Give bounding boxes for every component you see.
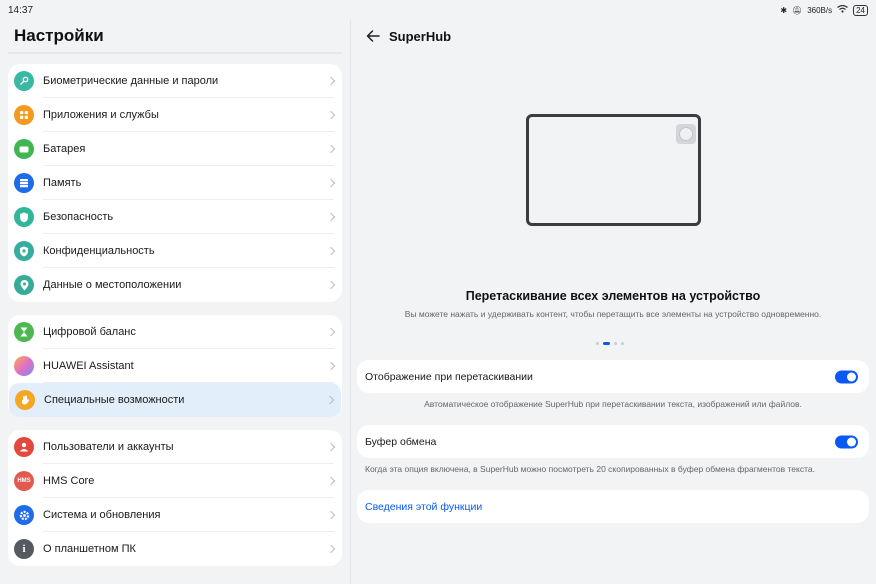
mute-icon: 🔕︎ bbox=[792, 5, 803, 15]
chevron-right-icon bbox=[327, 511, 335, 519]
chevron-right-icon bbox=[326, 396, 334, 404]
assistant-icon bbox=[14, 356, 34, 376]
nfc-icon: ✱ bbox=[780, 5, 788, 15]
sidebar-item-label: Цифровой баланс bbox=[43, 326, 136, 338]
sidebar-item-label: Память bbox=[43, 177, 82, 189]
clipboard-toggle[interactable] bbox=[835, 435, 858, 448]
sidebar-item-label: HUAWEI Assistant bbox=[43, 360, 134, 372]
sidebar-item-location[interactable] bbox=[8, 268, 342, 302]
setting-label: Буфер обмена bbox=[365, 435, 437, 448]
title-divider bbox=[8, 52, 342, 54]
gear-icon bbox=[14, 505, 34, 525]
pane-divider bbox=[350, 20, 351, 584]
sidebar-item-about-tablet[interactable] bbox=[8, 532, 342, 566]
chevron-right-icon bbox=[327, 247, 335, 255]
sidebar-item-storage[interactable] bbox=[8, 166, 342, 200]
status-time: 14:37 bbox=[8, 4, 34, 16]
carousel-dot bbox=[614, 342, 617, 345]
sidebar-item-biometrics[interactable] bbox=[8, 64, 342, 98]
sidebar-item-label: Пользователи и аккаунты bbox=[43, 441, 174, 453]
chevron-right-icon bbox=[327, 362, 335, 370]
hand-icon bbox=[15, 390, 35, 410]
sidebar-item-apps[interactable] bbox=[8, 98, 342, 132]
chevron-right-icon bbox=[327, 545, 335, 553]
sidebar-item-label: HMS Core bbox=[43, 475, 95, 487]
settings-group-2 bbox=[8, 315, 342, 417]
hms-icon: HMS bbox=[14, 471, 34, 491]
apps-icon bbox=[14, 105, 34, 125]
chevron-right-icon bbox=[327, 111, 335, 119]
status-icons bbox=[780, 5, 868, 16]
sidebar-item-hms-core[interactable] bbox=[8, 464, 342, 498]
carousel-dot-active bbox=[603, 342, 610, 345]
sidebar-item-users[interactable] bbox=[8, 430, 342, 464]
chevron-right-icon bbox=[327, 77, 335, 85]
clipboard-setting[interactable] bbox=[357, 425, 869, 458]
sidebar-item-battery[interactable] bbox=[8, 132, 342, 166]
chevron-right-icon bbox=[327, 477, 335, 485]
chevron-right-icon bbox=[327, 179, 335, 187]
shield-icon bbox=[14, 207, 34, 227]
clipboard-hint: Когда эта опция включена, в SuperHub можно посмотреть 20 скопированных в буфер обмена фрагментов текста. bbox=[365, 464, 815, 474]
privacy-icon bbox=[14, 241, 34, 261]
status-bar bbox=[0, 0, 876, 20]
sidebar-item-label: Конфиденциальность bbox=[43, 245, 155, 257]
drag-display-toggle[interactable] bbox=[835, 370, 858, 383]
drag-display-hint: Автоматическое отображение SuperHub при перетаскивании текста, изображений или файлов. bbox=[424, 399, 802, 409]
feature-info-card[interactable] bbox=[357, 490, 869, 523]
chevron-right-icon bbox=[327, 443, 335, 451]
chevron-right-icon bbox=[327, 328, 335, 336]
sidebar-item-accessibility[interactable] bbox=[9, 383, 341, 417]
feature-headline: Перетаскивание всех элементов на устройство bbox=[465, 289, 761, 303]
chevron-right-icon bbox=[327, 281, 335, 289]
setting-label: Отображение при перетаскивании bbox=[365, 370, 533, 383]
sidebar-item-system[interactable] bbox=[8, 498, 342, 532]
sidebar-item-label: Приложения и службы bbox=[43, 109, 159, 121]
carousel-dot bbox=[596, 342, 599, 345]
battery-indicator: 24 bbox=[853, 5, 868, 16]
settings-group-3 bbox=[8, 430, 342, 566]
sidebar-item-digital-balance[interactable] bbox=[8, 315, 342, 349]
page-title: Настройки bbox=[14, 26, 104, 45]
feature-info-link[interactable]: Сведения этой функции bbox=[365, 500, 483, 513]
network-speed: 360B/s bbox=[807, 5, 833, 15]
sidebar-item-huawei-assistant[interactable] bbox=[8, 349, 342, 383]
location-icon bbox=[14, 275, 34, 295]
sidebar-item-label: О планшетном ПК bbox=[43, 543, 136, 555]
carousel-dot bbox=[621, 342, 624, 345]
sidebar-item-label: Биометрические данные и пароли bbox=[43, 75, 219, 87]
sidebar-item-label: Батарея bbox=[43, 143, 86, 155]
settings-group-1 bbox=[8, 64, 342, 302]
battery-icon bbox=[14, 139, 34, 159]
back-arrow-icon[interactable] bbox=[365, 28, 381, 44]
feature-description: Вы можете нажать и удерживать контент, чтобы перетащить все элементы на устройство одновременно. bbox=[404, 309, 822, 319]
tablet-illustration bbox=[526, 114, 701, 226]
sidebar-item-label: Безопасность bbox=[43, 211, 114, 223]
wifi-icon bbox=[837, 5, 848, 15]
storage-icon bbox=[14, 173, 34, 193]
info-icon: i bbox=[14, 539, 34, 559]
sidebar-item-label: Данные о местоположении bbox=[43, 279, 182, 291]
camera-icon bbox=[676, 124, 696, 144]
sidebar-item-label: Система и обновления bbox=[43, 509, 161, 521]
drag-display-setting[interactable] bbox=[357, 360, 869, 393]
sidebar-item-privacy[interactable] bbox=[8, 234, 342, 268]
sidebar-item-security[interactable] bbox=[8, 200, 342, 234]
chevron-right-icon bbox=[327, 213, 335, 221]
user-icon bbox=[14, 437, 34, 457]
chevron-right-icon bbox=[327, 145, 335, 153]
detail-title: SuperHub bbox=[389, 29, 452, 44]
hourglass-icon bbox=[14, 322, 34, 342]
key-icon bbox=[14, 71, 34, 91]
carousel-indicator bbox=[596, 342, 624, 345]
sidebar-item-label: Специальные возможности bbox=[44, 394, 185, 406]
